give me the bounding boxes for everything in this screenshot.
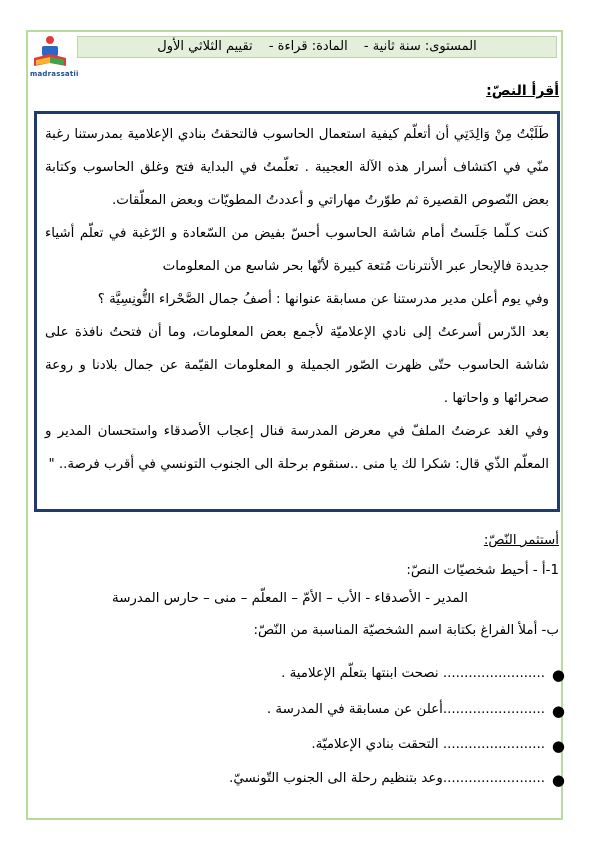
fill-item-4 <box>75 771 565 789</box>
passage-paragraph-3: وفي يوم أعلن مدير مدرستنا عن مسابقة عنوانها : أصفُ جمال الصَّحْراء التُّونِسِيَّة ؟ <box>97 292 549 307</box>
passage-paragraph-4: بعد الدّرس أسرعتُ إلى نادي الإعلاميّة لأجمع بعض المعلومات، وما أن فتحتُ نافذة على شاشة الحاسوب حتّى ظهرت الصّور الجميلة و المعلومات القيّمة عن جمال بلادنا و روعة صحرائها و واحاتها . <box>45 325 549 406</box>
characters-list: المدير - الأصدقاء - الأب – الأمّ – المعلّم – منى – حارس المدرسة <box>112 591 468 606</box>
read-heading: أقرأ النصّ: <box>486 83 559 99</box>
fill-item-3 <box>75 737 565 755</box>
fill-item-text: ........................وعد بتنظيم رحلة الى الجنوب التّونسيّ. <box>229 771 545 786</box>
fill-item-text: ........................أعلن عن مسابقة في المدرسة . <box>266 702 545 717</box>
fill-item-1 <box>75 666 565 684</box>
passage-box <box>34 111 560 512</box>
question-1b: ب- أملأ الفراغ بكتابة اسم الشخصيّة المناسبة من النّصّ: <box>253 623 559 638</box>
bullet-icon: ● <box>551 737 565 755</box>
passage-paragraph-2: كنت كـلّما جَلَستُ أمام شاشة الحاسوب أحسّ بفيض من السّعادة و الرّغبة في تعلّم أشياء جديدة فالإبحار عبر الأنترنات مُتعة كبيرة لأنّها بحر شاسع من المعلومات <box>45 226 549 274</box>
fill-item-text: ........................ التحقت بنادي الإعلاميّة. <box>311 737 545 752</box>
passage-paragraph-1: طَلَبْتُ مِنْ وَالِدَتِي أن أتعلّم كيفية استعمال الحاسوب فالتحقتُ بنادي الإعلامية بمدرستنا رغبة منّي في اكتشاف أسرار هذه الآلة العجيبة . تعلّمتُ في البداية فتح وغلق الحاسوب وكتابة بعض النّصوص القصيرة ثم طوّرتُ مهاراتي و أعددتُ المطويّات وبعض المعلّقات. <box>45 127 549 208</box>
logo-text: madrassatii <box>30 70 79 78</box>
bullet-icon: ● <box>551 702 565 720</box>
bullet-icon: ● <box>551 666 565 684</box>
subject-label: المادة: قراءة - <box>268 39 348 54</box>
assessment-label: تقييم الثلاثي الأول <box>157 39 253 54</box>
bullet-icon: ● <box>551 771 565 789</box>
header-bar <box>77 36 557 58</box>
fill-item-text: ........................ نصحت ابنتها بتعلّم الإعلامية . <box>281 666 545 681</box>
question-1a: 1-أ - أحيط شخصيّات النصّ: <box>406 563 559 578</box>
fill-item-2 <box>75 702 565 720</box>
level-label: المستوى: سنة ثانية - <box>363 39 477 54</box>
exploit-heading: أستثمر النّصّ: <box>483 533 559 548</box>
passage-paragraph-5: وفي الغد عرضتُ الملفّ في معرض المدرسة فنال إعجاب الأصدقاء واستحسان المدير و المعلّم الذّي قال: شكرا لك يا منى ..سنقوم برحلة الى الجنوب التونسي في أقرب فرصة.. " <box>45 424 549 472</box>
